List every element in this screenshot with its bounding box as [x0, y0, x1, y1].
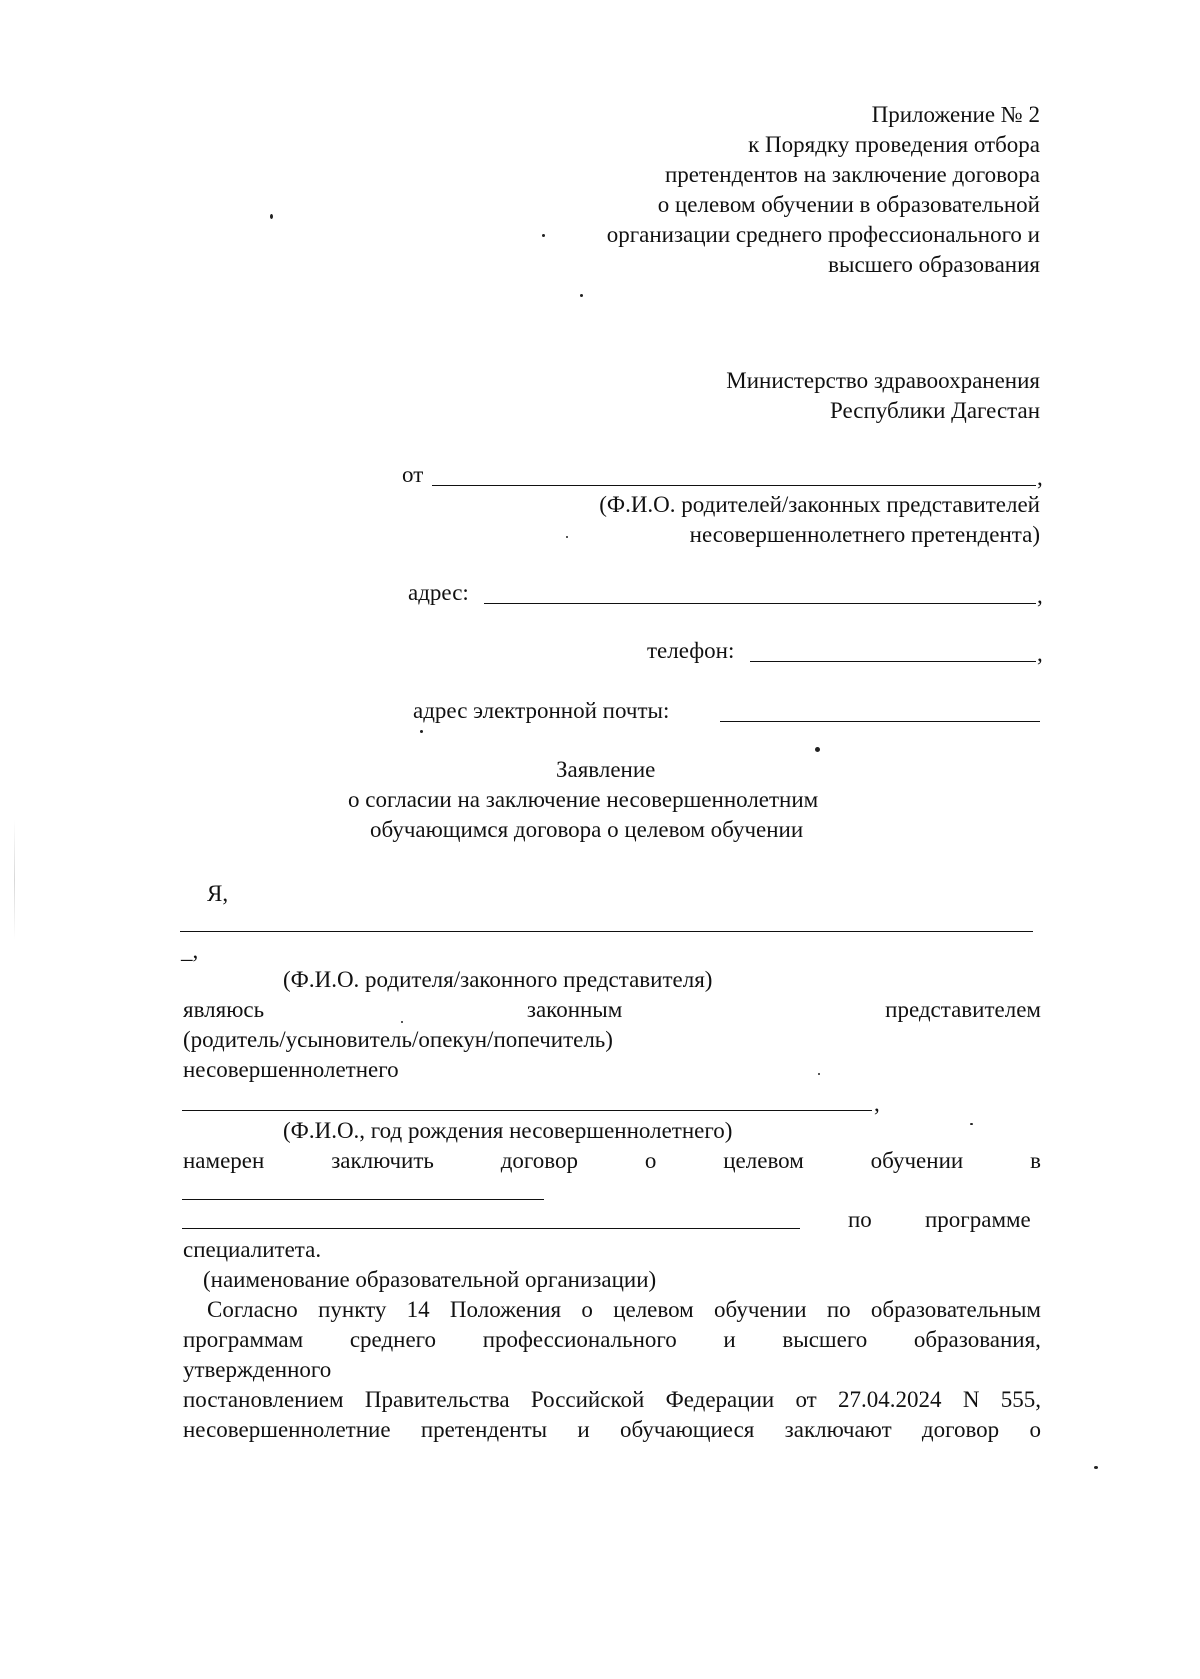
paragraph-row [183, 1416, 1041, 1444]
word: от [795, 1387, 817, 1412]
appendix-line: о целевом обучении в образовательной [657, 192, 1040, 217]
scan-edge-shadow [14, 820, 15, 940]
word: пункту [318, 1297, 387, 1322]
paragraph-row [183, 1326, 1041, 1354]
phone-label: телефон: [647, 638, 735, 663]
title-subline: обучающимся договора о целевом обучении [370, 817, 804, 842]
from-hint: несовершеннолетнего претендента) [689, 522, 1040, 547]
represent-row [183, 996, 1041, 1024]
minor-name-hint: (Ф.И.О., год рождения несовершеннолетнего) [283, 1118, 733, 1143]
minor-name-input-line[interactable] [182, 1110, 872, 1111]
word: представителем [885, 997, 1041, 1022]
appendix-line: высшего образования [828, 252, 1040, 277]
word: Федерации [665, 1387, 775, 1412]
word: и [577, 1417, 590, 1442]
word: о [581, 1297, 593, 1322]
title-heading: Заявление [556, 757, 656, 782]
parent-name-input-line[interactable] [180, 931, 1033, 932]
word: 14 [406, 1297, 430, 1322]
word: о [644, 1148, 657, 1173]
minor-name-comma: , [874, 1091, 880, 1116]
word: 27.04.2024 [838, 1387, 942, 1412]
word: и [723, 1327, 736, 1352]
scan-speck [270, 214, 273, 219]
word: договор [921, 1417, 1000, 1442]
specialty-line: специалитета. [183, 1237, 322, 1262]
intend-row [183, 1147, 1041, 1175]
word: N [962, 1387, 980, 1412]
parent-name-dash-comma: _, [181, 938, 199, 963]
scan-speck [401, 1021, 403, 1023]
word: заключают [784, 1417, 892, 1442]
organization-hint: (наименование образовательной организации) [203, 1267, 657, 1292]
word: образовательным [870, 1297, 1041, 1322]
from-label: от [402, 462, 424, 487]
scan-speck [1094, 1466, 1098, 1469]
word: заключить [331, 1148, 434, 1173]
word: несовершеннолетние [183, 1417, 391, 1442]
roles-line: (родитель/усыновитель/опекун/попечитель) [183, 1027, 613, 1052]
email-label: адрес электронной почты: [413, 698, 670, 723]
word: являюсь [183, 997, 265, 1022]
email-input-line[interactable] [720, 721, 1040, 722]
word: целевом [613, 1297, 694, 1322]
word: намерен [183, 1148, 265, 1173]
scan-speck [818, 1073, 820, 1075]
phone-input-line[interactable] [750, 661, 1036, 662]
word: профессионального [482, 1327, 677, 1352]
appendix-line: претендентов на заключение договора [664, 162, 1040, 187]
scan-speck [420, 730, 423, 733]
addressee-ministry: Министерство здравоохранения [726, 368, 1040, 393]
word: договор [500, 1148, 578, 1173]
paragraph-row [183, 1386, 1041, 1414]
program-word: программе [925, 1207, 1031, 1232]
word: 555, [1000, 1387, 1041, 1412]
paragraph-line: утвержденного [183, 1357, 332, 1382]
scan-speck [542, 234, 545, 237]
title-subline: о согласии на заключение несовершеннолетним [348, 787, 819, 812]
paragraph-row [207, 1296, 1041, 1324]
scan-speck [580, 294, 583, 297]
from-hint: (Ф.И.О. родителей/законных представителей [599, 492, 1040, 517]
word: постановлением [183, 1387, 344, 1412]
from-comma: , [1037, 465, 1043, 490]
word: образования, [913, 1327, 1041, 1352]
word: в [1030, 1148, 1041, 1173]
from-input-line[interactable] [432, 485, 1036, 486]
word: по [826, 1297, 851, 1322]
organization-input-line-1[interactable] [182, 1199, 544, 1200]
appendix-line: к Порядку проведения отбора [748, 132, 1040, 157]
word: Положения [449, 1297, 562, 1322]
scan-speck [970, 1123, 973, 1125]
minor-word: несовершеннолетнего [183, 1057, 399, 1082]
i-label: Я, [207, 881, 229, 906]
scan-speck [566, 536, 568, 538]
parent-name-hint: (Ф.И.О. родителя/законного представителя) [283, 967, 713, 992]
word: Правительства [364, 1387, 510, 1412]
phone-comma: , [1037, 641, 1043, 666]
word: обучающиеся [620, 1417, 755, 1442]
scan-speck [815, 747, 820, 752]
address-comma: , [1037, 583, 1043, 608]
word: о [1029, 1417, 1041, 1442]
organization-input-line-2[interactable] [182, 1228, 800, 1229]
word: Российской [530, 1387, 645, 1412]
addressee-republic: Республики Дагестан [830, 398, 1040, 423]
word: Согласно [207, 1297, 298, 1322]
appendix-line: организации среднего профессионального и [606, 222, 1040, 247]
by-word: по [848, 1207, 872, 1232]
word: обучении [714, 1297, 807, 1322]
word: среднего [349, 1327, 437, 1352]
word: программам [183, 1327, 304, 1352]
word: высшего [782, 1327, 868, 1352]
address-label: адрес: [408, 580, 469, 605]
word: обучении [870, 1148, 964, 1173]
appendix-number: Приложение № 2 [871, 102, 1040, 127]
word: целевом [723, 1148, 804, 1173]
word: претенденты [420, 1417, 548, 1442]
address-input-line[interactable] [484, 603, 1036, 604]
word: законным [526, 997, 623, 1022]
